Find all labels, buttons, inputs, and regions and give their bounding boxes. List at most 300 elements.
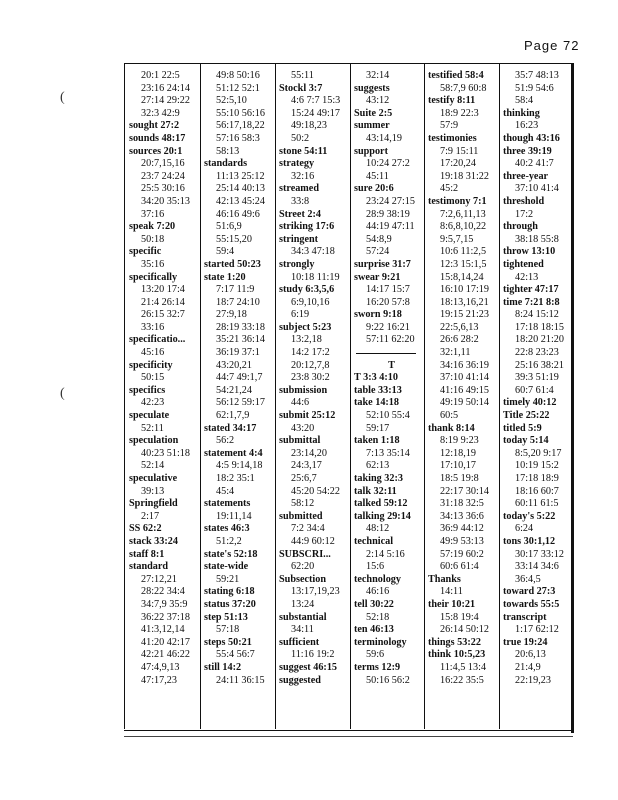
index-term: tons 30:1,12 <box>503 535 556 547</box>
page-reference: 22:8 23:23 <box>515 347 559 359</box>
page-reference: 19:18 31:22 <box>440 170 489 182</box>
page-reference: 33:8 <box>291 195 310 207</box>
index-term: titled 5:9 <box>503 422 542 434</box>
index-column-1 <box>129 70 204 687</box>
page-reference: 27:9,18 <box>216 309 247 321</box>
index-term: terminology <box>354 636 407 648</box>
index-term: taking 32:3 <box>354 473 403 484</box>
index-term: status 37:20 <box>204 598 256 610</box>
page-reference: 55:10 56:16 <box>216 107 265 119</box>
index-term: suggests <box>354 82 390 94</box>
page-reference: 21:4 26:14 <box>141 296 185 308</box>
page-reference: 43:12 <box>366 95 390 107</box>
page-reference: 58:4 <box>515 95 534 107</box>
index-term: testify 8:11 <box>428 95 476 107</box>
page-reference: 57:9 <box>440 120 459 132</box>
page-reference: 47:17,23 <box>141 674 177 686</box>
index-term: surprise 31:7 <box>354 258 411 270</box>
page-reference: 56:12 59:17 <box>216 397 265 409</box>
page-reference: 37:10 41:14 <box>440 372 489 384</box>
index-term: stone 54:11 <box>279 145 328 157</box>
page-reference: 60:7 61:4 <box>515 384 554 396</box>
page-reference: 59:17 <box>366 422 390 434</box>
page-reference: 62:1,7,9 <box>216 410 250 422</box>
page-reference: 1:17 62:12 <box>515 624 559 636</box>
index-term: suggested <box>279 674 321 686</box>
page-reference: 17:2 <box>515 208 534 220</box>
page-reference: 8:6,8,10,22 <box>440 221 487 233</box>
index-term: testimonies <box>428 132 477 144</box>
page-reference: 38:18 55:8 <box>515 233 559 245</box>
index-term: sources 20:1 <box>129 145 183 157</box>
index-term: T 3:3 4:10 <box>354 372 398 384</box>
page-reference: 52:5,10 <box>216 95 247 107</box>
page-reference: 52:11 <box>141 422 164 434</box>
index-term: stated 34:17 <box>204 422 257 434</box>
page-reference: 14:11 <box>440 586 463 598</box>
page-reference: 44:7 49:1,7 <box>216 372 263 384</box>
page-reference: 21:4,9 <box>515 661 541 673</box>
page-reference: 8:5,20 9:17 <box>515 447 562 459</box>
page-reference: 13:17,19,23 <box>291 586 340 598</box>
index-term: Subsection <box>279 573 326 585</box>
index-term: sworn 9:18 <box>354 309 402 321</box>
page-reference: 36:4,5 <box>515 573 541 585</box>
page-reference: 57:24 <box>366 246 390 258</box>
index-term: specifics <box>129 384 166 396</box>
index-term: submittal <box>279 435 321 447</box>
index-term: state's 52:18 <box>204 548 258 560</box>
page-reference: 34:3 47:18 <box>291 246 335 258</box>
index-term: SUBSCRI... <box>279 548 331 560</box>
index-term: specifically <box>129 271 178 283</box>
index-term: speculate <box>129 410 170 422</box>
page-reference: 32:16 <box>291 170 315 182</box>
page-reference: 45:20 54:22 <box>291 485 340 497</box>
page-reference: 50:16 56:2 <box>366 674 410 686</box>
page-reference: 57:18 <box>216 624 240 636</box>
page-reference: 42:23 <box>141 397 165 409</box>
page-reference: 24:3,17 <box>291 460 322 472</box>
page-reference: 37:10 41:4 <box>515 183 559 195</box>
page-reference: 18:5 19:8 <box>440 473 479 484</box>
page-reference: 15:8,14,24 <box>440 271 484 283</box>
page-reference: 36:19 37:1 <box>216 347 260 359</box>
page-reference: 10:6 11:2,5 <box>440 246 487 258</box>
index-term: swear 9:21 <box>354 271 401 283</box>
page-reference: 23:7 24:24 <box>141 170 185 182</box>
page-reference: 56:2 <box>216 435 235 447</box>
page-reference: 32:14 <box>366 70 390 81</box>
index-term: SS 62:2 <box>129 523 162 535</box>
page-reference: 49:19 50:14 <box>440 397 489 409</box>
page-reference: 30:17 33:12 <box>515 548 564 560</box>
page-reference: 59:6 <box>366 649 385 661</box>
page-reference: 10:19 15:2 <box>515 460 559 472</box>
page-reference: 59:4 <box>216 246 235 258</box>
page-reference: 34:11 <box>291 624 314 636</box>
page-reference: 36:9 44:12 <box>440 523 484 535</box>
page-reference: 34:13 36:6 <box>440 510 484 522</box>
page-reference: 50:15 <box>141 372 165 384</box>
page-reference: 43:20,21 <box>216 359 252 371</box>
index-term: staff 8:1 <box>129 548 165 560</box>
index-term: through <box>503 221 538 233</box>
index-term: three 39:19 <box>503 145 552 157</box>
page-reference: 15:6 <box>366 561 385 573</box>
page-reference: 34:16 36:19 <box>440 359 489 371</box>
page-reference: 51:6,9 <box>216 221 242 233</box>
page-reference: 11:13 25:12 <box>216 170 265 182</box>
page-reference: 28:19 33:18 <box>216 321 265 333</box>
index-term: strategy <box>279 158 315 170</box>
page-reference: 46:16 <box>366 586 390 598</box>
page-reference: 49:18,23 <box>291 120 327 132</box>
page-reference: 59:21 <box>216 573 240 585</box>
page-reference: 45:4 <box>216 485 235 497</box>
index-column-4 <box>354 70 429 687</box>
page-reference: 45:16 <box>141 347 165 359</box>
index-term: states 46:3 <box>204 523 250 535</box>
index-term: sure 20:6 <box>354 183 394 195</box>
index-term: things 53:22 <box>428 636 481 648</box>
page-reference: 13:2,18 <box>291 334 322 346</box>
index-term: statements <box>204 498 251 510</box>
page-reference: 12:3 15:1,5 <box>440 258 487 270</box>
page-reference: 39:3 51:19 <box>515 372 559 384</box>
page-reference: 16:22 35:5 <box>440 674 484 686</box>
index-term: toward 27:3 <box>503 586 556 598</box>
page-reference: 60:5 <box>440 410 459 422</box>
page-reference: 39:13 <box>141 485 165 497</box>
page-reference: 42:13 <box>515 271 539 283</box>
page-reference: 34:7,9 35:9 <box>141 598 188 610</box>
index-term: take 14:18 <box>354 397 399 409</box>
index-term: today's 5:22 <box>503 510 556 522</box>
index-term: talk 32:11 <box>354 485 397 497</box>
index-term: statement 4:4 <box>204 447 263 459</box>
page-reference: 46:16 49:6 <box>216 208 260 220</box>
page-reference: 27:14 29:22 <box>141 95 190 107</box>
page-reference: 54:8,9 <box>366 233 392 245</box>
page-reference: 33:16 <box>141 321 165 333</box>
page-reference: 12:18,19 <box>440 447 476 459</box>
index-term: timely 40:12 <box>503 397 557 409</box>
page-reference: 18:20 21:20 <box>515 334 564 346</box>
page-reference: 23:16 24:14 <box>141 82 190 94</box>
index-term: substantial <box>279 611 327 623</box>
page-reference: 52:10 55:4 <box>366 410 410 422</box>
index-term: though 43:16 <box>503 132 560 144</box>
page-reference: 58:12 <box>291 498 315 510</box>
page-reference: 57:16 58:3 <box>216 132 260 144</box>
page-reference: 16:20 57:8 <box>366 296 410 308</box>
index-term: striking 17:6 <box>279 221 335 233</box>
index-term: threshold <box>503 195 545 207</box>
page-reference: 60:6 61:4 <box>440 561 479 573</box>
page-reference: 45:11 <box>366 170 389 182</box>
page-reference: 10:24 27:2 <box>366 158 410 170</box>
index-term: towards 55:5 <box>503 598 560 610</box>
page-reference: 20:7,15,16 <box>141 158 185 170</box>
page-reference: 50:2 <box>291 132 310 144</box>
index-term: Title 25:22 <box>503 410 550 422</box>
page-reference: 7:13 35:14 <box>366 447 410 459</box>
index-term: state-wide <box>204 561 249 573</box>
margin-mark: ( <box>60 386 65 401</box>
page-reference: 20:6,13 <box>515 649 546 661</box>
index-term: stack 33:24 <box>129 535 178 547</box>
page-reference: 18:9 22:3 <box>440 107 479 119</box>
index-term: stating 6:18 <box>204 586 255 598</box>
index-term: speculative <box>129 473 178 484</box>
page-reference: 19:15 21:23 <box>440 309 489 321</box>
page-reference: 7:2 34:4 <box>291 523 325 535</box>
page-number: Page 72 <box>524 38 580 53</box>
index-term: talking 29:14 <box>354 510 411 522</box>
page-reference: 62:13 <box>366 460 390 472</box>
page-reference: 44:9 60:12 <box>291 535 335 547</box>
index-term: stringent <box>279 233 319 245</box>
page-reference: 41:3,12,14 <box>141 624 185 636</box>
index-term: thinking <box>503 107 540 119</box>
index-term: speculation <box>129 435 179 447</box>
page-reference: 2:14 5:16 <box>366 548 405 560</box>
index-term: taken 1:18 <box>354 435 400 447</box>
index-term: submit 25:12 <box>279 410 336 422</box>
page-reference: 13:24 <box>291 598 315 610</box>
page-reference: 9:5,7,15 <box>440 233 474 245</box>
page-reference: 57:19 60:2 <box>440 548 484 560</box>
page-reference: 55:11 <box>291 70 314 81</box>
page-reference: 35:21 36:14 <box>216 334 265 346</box>
page-reference: 32:1,11 <box>440 347 471 359</box>
page-reference: 7:2,6,11,13 <box>440 208 486 220</box>
page-reference: 51:12 52:1 <box>216 82 260 94</box>
page-reference: 23:24 27:15 <box>366 195 415 207</box>
page-reference: 50:18 <box>141 233 165 245</box>
index-term: transcript <box>503 611 547 623</box>
index-term: sought 27:2 <box>129 120 180 132</box>
index-term: state 1:20 <box>204 271 246 283</box>
index-term: tell 30:22 <box>354 598 394 610</box>
index-term: Thanks <box>428 573 461 585</box>
page-reference: 62:20 <box>291 561 315 573</box>
index-term: tightened <box>503 258 544 270</box>
page-reference: 17:18 18:9 <box>515 473 559 484</box>
index-term: Street 2:4 <box>279 208 321 220</box>
index-term: started 50:23 <box>204 258 261 270</box>
page-reference: 22:5,6,13 <box>440 321 479 333</box>
index-term: support <box>354 145 388 157</box>
index-term: steps 50:21 <box>204 636 252 648</box>
page-reference: 8:19 9:23 <box>440 435 479 447</box>
page-reference: 28:9 38:19 <box>366 208 410 220</box>
index-term: specificatio... <box>129 334 186 346</box>
index-term: true 19:24 <box>503 636 548 648</box>
section-rule <box>354 347 429 360</box>
page-reference: 32:3 42:9 <box>141 107 180 119</box>
index-term: Suite 2:5 <box>354 107 393 119</box>
page-reference: 19:11,14 <box>216 510 252 522</box>
page-reference: 20:1 22:5 <box>141 70 180 81</box>
page-reference: 27:12,21 <box>141 573 177 585</box>
index-term: technology <box>354 573 401 585</box>
index-term: tighter 47:17 <box>503 284 559 296</box>
page-reference: 56:17,18,22 <box>216 120 265 132</box>
index-term: specificity <box>129 359 173 371</box>
index-term: suggest 46:15 <box>279 661 338 673</box>
index-term: today 5:14 <box>503 435 549 447</box>
page-reference: 25:6,7 <box>291 473 317 484</box>
index-term: standard <box>129 561 169 573</box>
page-reference: 57:11 62:20 <box>366 334 415 346</box>
index-term: talked 59:12 <box>354 498 408 510</box>
page-reference: 23:14,20 <box>291 447 327 459</box>
index-term: terms 12:9 <box>354 661 401 673</box>
page-reference: 43:20 <box>291 422 315 434</box>
index-term: T <box>388 359 395 371</box>
page-reference: 44:19 47:11 <box>366 221 415 233</box>
bottom-rule-secondary <box>124 736 573 737</box>
page-reference: 58:7,9 60:8 <box>440 82 487 94</box>
index-term: submission <box>279 384 328 396</box>
index-term: still 14:2 <box>204 661 242 673</box>
index-term: Springfield <box>129 498 178 510</box>
page-reference: 37:16 <box>141 208 165 220</box>
page-reference: 35:16 <box>141 258 165 270</box>
page-reference: 17:18 18:15 <box>515 321 564 333</box>
page-reference: 16:23 <box>515 120 539 132</box>
page-reference: 54:21,24 <box>216 384 252 396</box>
index-term: strongly <box>279 258 315 270</box>
page-reference: 26:6 28:2 <box>440 334 479 346</box>
page-reference: 11:4,5 13:4 <box>440 661 487 673</box>
page-reference: 15:24 49:17 <box>291 107 340 119</box>
page-reference: 4:6 7:7 15:3 <box>291 95 341 107</box>
margin-mark: ( <box>60 90 65 105</box>
index-term: streamed <box>279 183 319 195</box>
page-reference: 47:4,9,13 <box>141 661 180 673</box>
page-reference: 41:20 42:17 <box>141 636 190 648</box>
page-reference: 58:13 <box>216 145 240 157</box>
page-reference: 49:9 53:13 <box>440 535 484 547</box>
page-reference: 26:14 50:12 <box>440 624 489 636</box>
bottom-rule <box>124 730 573 731</box>
index-term: speak 7:20 <box>129 221 176 233</box>
page-reference: 23:8 30:2 <box>291 372 330 384</box>
page-reference: 28:22 34:4 <box>141 586 185 598</box>
page-reference: 15:8 19:4 <box>440 611 479 623</box>
page-reference: 25:16 38:21 <box>515 359 564 371</box>
index-term: table 33:13 <box>354 384 402 396</box>
page-reference: 10:18 11:19 <box>291 271 340 283</box>
page-reference: 6:9,10,16 <box>291 296 330 308</box>
page-reference: 22:17 30:14 <box>440 485 489 497</box>
index-term: sounds 48:17 <box>129 132 186 144</box>
index-term: summer <box>354 120 390 132</box>
index-term: throw 13:10 <box>503 246 556 258</box>
index-term: testimony 7:1 <box>428 195 487 207</box>
page-reference: 7:9 15:11 <box>440 145 479 157</box>
index-term: Stockl 3:7 <box>279 82 323 94</box>
page-reference: 40:2 41:7 <box>515 158 554 170</box>
page-reference: 6:19 <box>291 309 310 321</box>
page-reference: 42:21 46:22 <box>141 649 190 661</box>
page-reference: 6:24 <box>515 523 534 535</box>
page-reference: 42:13 45:24 <box>216 195 265 207</box>
page-reference: 13:20 17:4 <box>141 284 185 296</box>
page-reference: 24:11 36:15 <box>216 674 265 686</box>
page-reference: 51:9 54:6 <box>515 82 554 94</box>
page-reference: 48:12 <box>366 523 390 535</box>
page-reference: 17:20,24 <box>440 158 476 170</box>
page-reference: 55:15,20 <box>216 233 252 245</box>
index-column-2 <box>204 70 279 687</box>
page-reference: 8:24 15:12 <box>515 309 559 321</box>
page-reference: 36:22 37:18 <box>141 611 190 623</box>
page-reference: 16:10 17:19 <box>440 284 489 296</box>
page-reference: 18:2 35:1 <box>216 473 255 484</box>
index-term: specific <box>129 246 162 258</box>
index-term: ten 46:13 <box>354 624 394 636</box>
index-term: sufficient <box>279 636 320 648</box>
page-reference: 43:14,19 <box>366 132 402 144</box>
page-reference: 25:14 40:13 <box>216 183 265 195</box>
index-term: technical <box>354 535 394 547</box>
index-term: step 51:13 <box>204 611 248 623</box>
index-column-6 <box>503 70 578 687</box>
page-reference: 60:11 61:5 <box>515 498 559 510</box>
page-reference: 26:15 32:7 <box>141 309 185 321</box>
page-reference: 55:4 56:7 <box>216 649 255 661</box>
page-reference: 18:13,16,21 <box>440 296 489 308</box>
index-term: subject 5:23 <box>279 321 332 333</box>
index-column-5 <box>428 70 503 687</box>
index-term: testified 58:4 <box>428 70 484 81</box>
page-reference: 9:22 16:21 <box>366 321 410 333</box>
page-reference: 51:2,2 <box>216 535 242 547</box>
page-reference: 41:16 49:15 <box>440 384 489 396</box>
index-term: time 7:21 8:8 <box>503 296 560 308</box>
page-reference: 20:12,7,8 <box>291 359 330 371</box>
index-column-3 <box>279 70 354 687</box>
page-reference: 18:7 24:10 <box>216 296 260 308</box>
page-reference: 25:5 30:16 <box>141 183 185 195</box>
page-reference: 22:19,23 <box>515 674 551 686</box>
page-reference: 33:14 34:6 <box>515 561 559 573</box>
page-reference: 14:2 17:2 <box>291 347 330 359</box>
index-term: standards <box>204 158 248 170</box>
page-reference: 52:14 <box>141 460 165 472</box>
page-reference: 7:17 11:9 <box>216 284 255 296</box>
index-term: their 10:21 <box>428 598 476 610</box>
page-reference: 35:7 48:13 <box>515 70 559 81</box>
index-term: submitted <box>279 510 323 522</box>
index-term: think 10:5,23 <box>428 649 486 661</box>
page-reference: 18:16 60:7 <box>515 485 559 497</box>
page-reference: 44:6 <box>291 397 310 409</box>
page-reference: 2:17 <box>141 510 160 522</box>
page-reference: 52:18 <box>366 611 390 623</box>
page-reference: 4:5 9:14,18 <box>216 460 263 472</box>
page-reference: 40:23 51:18 <box>141 447 190 459</box>
page-reference: 17:10,17 <box>440 460 476 472</box>
page-reference: 31:18 32:5 <box>440 498 484 510</box>
index-term: study 6:3,5,6 <box>279 284 335 296</box>
page-reference: 11:16 19:2 <box>291 649 335 661</box>
index-term: three-year <box>503 170 549 182</box>
